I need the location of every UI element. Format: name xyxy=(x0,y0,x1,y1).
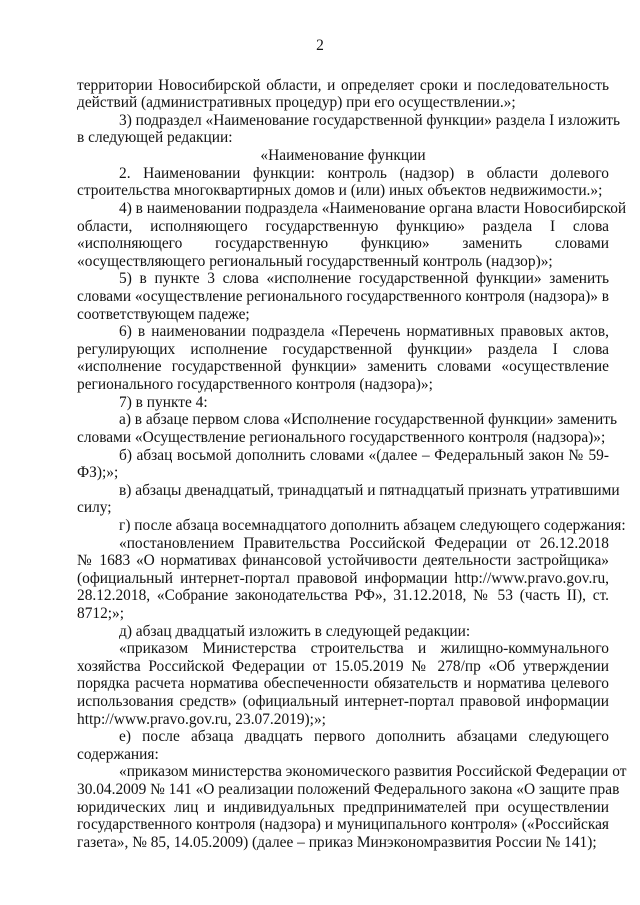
text-line: регионального государственного контроля (надзора)»; xyxy=(77,376,433,393)
text-line: территории Новосибирской области, и определяет сроки и последовательность xyxy=(77,77,609,94)
text-line: г) после абзаца восемнадцатого дополнить абзацем следующего содержания: xyxy=(119,517,626,534)
text-line: 3) подраздел «Наименование государственной функции» раздела I изложить xyxy=(119,112,620,129)
text-line: в следующей редакции: xyxy=(77,129,233,146)
text-line: 4) в наименовании подраздела «Наименование органа власти Новосибирской xyxy=(119,200,627,217)
text-line: (официальный интернет-портал правовой информации http://www.pravo.gov.ru, xyxy=(77,570,609,587)
text-line: соответствующем падеже; xyxy=(77,306,250,323)
text-line: государственного контроля (надзора) и муниципального контроля» («Российская xyxy=(77,816,609,833)
text-line: 2. Наименовании функции: контроль (надзор) в области долевого xyxy=(119,165,609,182)
text-line: юридических лиц и индивидуальных предпринимателей при осуществлении xyxy=(77,799,609,816)
text-line: 28.12.2018, «Собрание законодательства РФ», 31.12.2018, № 53 (часть II), ст. xyxy=(77,587,609,604)
text-line: строительства многоквартирных домов и (или) иных объектов недвижимости.»; xyxy=(77,182,603,199)
page-number: 2 xyxy=(316,37,324,54)
text-line: е) после абзаца двадцать первого дополнить абзацами следующего xyxy=(119,728,609,745)
text-line: «приказом министерства экономического развития Российской Федерации от xyxy=(119,763,627,780)
text-line: а) в абзаце первом слова «Исполнение государственной функции» заменить xyxy=(119,411,618,428)
text-line: использования средств» (официальный интернет-портал правовой информации xyxy=(77,693,609,710)
text-line: д) абзац двадцатый изложить в следующей редакции: xyxy=(119,623,471,640)
text-line: 7) в пункте 4: xyxy=(119,394,208,411)
text-line: 30.04.2009 № 141 «О реализации положений Федерального закона «О защите прав xyxy=(77,781,620,798)
text-line: http://www.pravo.gov.ru, 23.07.2019);»; xyxy=(77,711,326,728)
text-line: «осуществляющего региональный государственный контроль (надзор)»; xyxy=(77,253,553,270)
text-line: словами «осуществление регионального государственного контроля (надзора)» в xyxy=(77,288,610,305)
text-line: б) абзац восьмой дополнить словами «(далее – Федеральный закон № 59- xyxy=(119,447,609,464)
text-line: области, исполняющего государственную функцию» раздела I слова xyxy=(77,218,609,235)
text-line: газета», № 85, 14.05.2009) (далее – приказ Минэкономразвития России № 141); xyxy=(77,834,597,851)
text-line: порядка расчета норматива обеспеченности обязательств и норматива целевого xyxy=(77,675,609,692)
text-line: «исполнение государственной функции» заменить словами «осуществление xyxy=(77,358,609,375)
text-line: действий (административных процедур) при его осуществлении.»; xyxy=(77,94,516,111)
text-line: 5) в пункте 3 слова «исполнение государственной функции» заменить xyxy=(119,270,609,287)
text-line: 8712;»; xyxy=(77,605,125,622)
text-line: «исполняющего государственную функцию» заменить словами xyxy=(77,235,609,252)
text-line: словами «Осуществление регионального государственного контроля (надзора)»; xyxy=(77,429,606,446)
text-line: «постановлением Правительства Российской Федерации от 26.12.2018 xyxy=(119,535,609,552)
text-line: № 1683 «О нормативах финансовой устойчивости деятельности застройщика» xyxy=(77,552,609,569)
text-line: «приказом Министерства строительства и жилищно-коммунального xyxy=(119,640,609,657)
text-line: силу; xyxy=(77,499,112,516)
section-heading: «Наименование функции xyxy=(260,147,426,164)
text-line: регулирующих исполнение государственной функции» раздела I слова xyxy=(77,341,609,358)
text-line: 6) в наименовании подраздела «Перечень нормативных правовых актов, xyxy=(119,323,609,340)
text-line: ФЗ);»; xyxy=(77,464,119,481)
text-line: хозяйства Российской Федерации от 15.05.2019 № 278/пр «Об утверждении xyxy=(77,658,609,675)
text-line: в) абзацы двенадцатый, тринадцатый и пятнадцатый признать утратившими xyxy=(119,482,620,499)
text-line: содержания: xyxy=(77,746,159,763)
